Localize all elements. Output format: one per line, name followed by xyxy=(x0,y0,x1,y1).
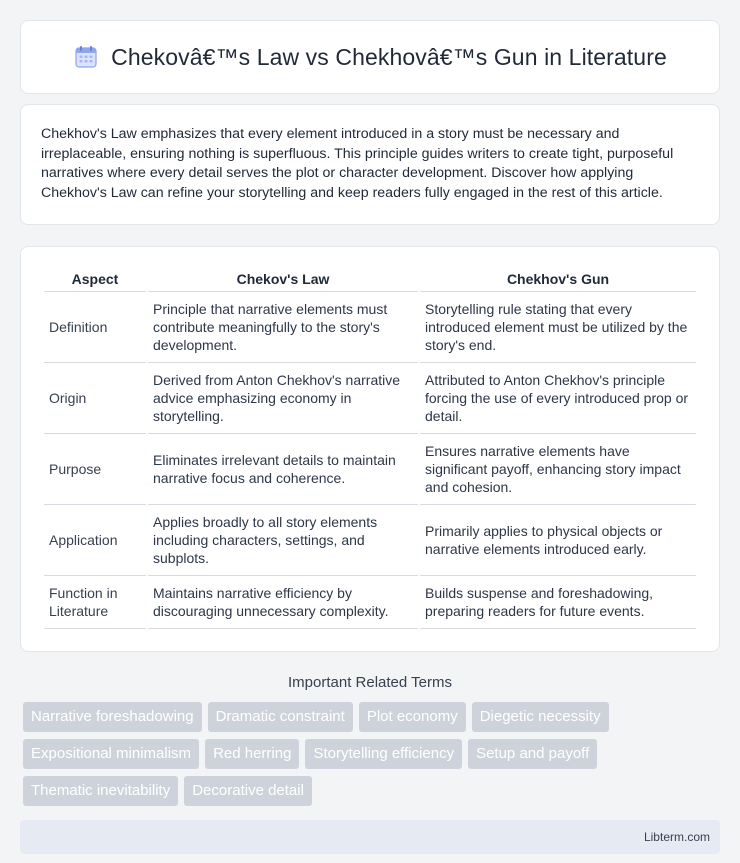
row-aspect: Definition xyxy=(44,292,146,363)
row-gun: Storytelling rule stating that every introduced element must be utilized by the story's end. xyxy=(420,292,696,363)
table-header-row xyxy=(44,267,696,292)
row-gun: Primarily applies to physical objects or narrative elements introduced early. xyxy=(420,505,696,576)
term-tag[interactable]: Thematic inevitability xyxy=(23,776,178,806)
row-law: Eliminates irrelevant details to maintain narrative focus and coherence. xyxy=(148,434,418,505)
term-tag[interactable]: Red herring xyxy=(205,739,299,769)
term-tag[interactable]: Setup and payoff xyxy=(468,739,597,769)
row-law: Applies broadly to all story elements including characters, settings, and subplots. xyxy=(148,505,418,576)
table-row xyxy=(44,363,696,434)
table-row xyxy=(44,505,696,576)
header-card xyxy=(20,20,720,94)
row-law: Principle that narrative elements must contribute meaningfully to the story's development. xyxy=(148,292,418,363)
row-gun: Attributed to Anton Chekhov's principle forcing the use of every introduced prop or detail. xyxy=(420,363,696,434)
row-law: Derived from Anton Chekhov's narrative advice emphasizing economy in storytelling. xyxy=(148,363,418,434)
header-chekovs-law: Chekov's Law xyxy=(148,267,418,292)
table-row xyxy=(44,292,696,363)
footer xyxy=(20,820,720,854)
table-row xyxy=(44,434,696,505)
row-gun: Ensures narrative elements have significant payoff, enhancing story impact and cohesion. xyxy=(420,434,696,505)
term-tag[interactable]: Narrative foreshadowing xyxy=(23,702,202,732)
page-title: Chekovâ€™s Law vs Chekhovâ€™s Gun in Literature xyxy=(111,43,667,70)
term-tag[interactable]: Diegetic necessity xyxy=(472,702,609,732)
row-aspect: Application xyxy=(44,505,146,576)
term-tag[interactable]: Expositional minimalism xyxy=(23,739,199,769)
row-law: Maintains narrative efficiency by discouraging unnecessary complexity. xyxy=(148,576,418,629)
intro-card xyxy=(20,104,720,225)
term-tag[interactable]: Decorative detail xyxy=(184,776,312,806)
table-row xyxy=(44,576,696,629)
calendar-icon xyxy=(73,44,99,70)
related-terms-title: Important Related Terms xyxy=(288,674,452,691)
comparison-card xyxy=(20,246,720,652)
term-tag[interactable]: Storytelling efficiency xyxy=(305,739,462,769)
row-gun: Builds suspense and foreshadowing, preparing readers for future events. xyxy=(420,576,696,629)
related-terms-list xyxy=(20,702,720,806)
header-aspect: Aspect xyxy=(44,267,146,292)
header-chekhovs-gun: Chekhov's Gun xyxy=(420,267,696,292)
intro-text: Chekhov's Law emphasizes that every element introduced in a story must be necessary and irreplaceable, ensuring nothing is superfluous. This principle guides writers to create tight, purposeful narratives where every detail serves the plot or character development. Discover how applying Chekhov's Law can refine your storytelling and keep readers fully engaged in the rest of this article. xyxy=(41,126,674,201)
footer-site-link[interactable]: Libterm.com xyxy=(643,830,710,844)
row-aspect: Function in Literature xyxy=(44,576,146,629)
term-tag[interactable]: Plot economy xyxy=(359,702,466,732)
comparison-table xyxy=(42,267,698,629)
term-tag[interactable]: Dramatic constraint xyxy=(208,702,353,732)
row-aspect: Purpose xyxy=(44,434,146,505)
row-aspect: Origin xyxy=(44,363,146,434)
